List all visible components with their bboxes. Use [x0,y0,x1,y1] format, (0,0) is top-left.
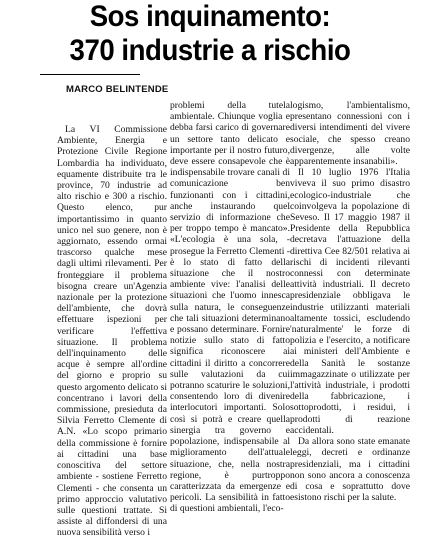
paragraph: logismo, l'ambientalismo, presentano connessioni con i diversi intendimenti del vivere sociale, che spesso creano divergenze, alle volte apparentemente insanabili». [290,100,410,168]
paragraph: Da allora sono state emanate leggi, decreti e ordinanze presidenziali, ma i cittadini non sono ancora a conoscenza di cosa e soprattutto dove esistono rischi per la salute. [290,436,410,504]
byline-rule [40,74,140,75]
article-column-2 [170,100,290,515]
headline-line-2: 370 industrie a rischio [69,34,351,67]
paragraph: La VI Commissione Ambiente, Energia e Protezione Civile Regione Lombardia ha individuato, equamente distribuite tra le province, 70 industrie ad alto rischio e 300 a rischio. Questo elenco, pur importantissimo in quanto unico nel suo genere, non è aggiornato, essendo ormai trascorso qualche mese dagli ultimi rilevamenti. Per fronteggiare il problema bisogna creare un'Agenzia nazionale per la protezione dell'ambiente, che dovrà effettuare ispezioni per verificare l'effettiva situazione. Il problema dell'inquinamento delle acque è sempre all'ordine del giorno e proprio su questo argomento delicato si concentrano i lavori della commissione, presieduta da Silvia Ferretto Clemente di A.N. «Lo scopo primario della commissione è fornire ai cittadini una base conoscitiva del settore ambiente - sostiene Ferretto Clementi - che consenta un primo approccio valutativo sulle questioni trattate. Si assiste al diffondersi di una nuova sensibilità verso i [57,124,167,539]
headline [54,0,367,68]
headline-line-1: Sos inquinamento: [89,0,331,33]
paragraph: problemi della tutela ambientale. Chiunque voglia e debba farsi carico di governare un settore tanto delicato e importante per il nostro futuro, deve essere consapevole che è indispensabile trovare canali di comunicazione ben funzionanti con i cittadini, anche instaurando quel servizio di informazione che per troppo tempo è mancato». «L'ecologia è una sola, - prosegue la Ferretto Clementi - è lo stato di fatto della situazione che il nostro ambiente vive: l'analisi delle situazioni che l'uomo innesca sulla natura, le conseguenze che tali situazioni determinano e possano determinare. Fornire notizie sullo stato di fatto significa riconoscere ai cittadini il diritto a concorrere sulle valutazioni da cui potranno scaturire le soluzioni, consentendo loro di divenire interlocutori importanti. Solo così si potrà e creare quella sinergia tra governo e popolazione, indispensabile al miglioramento dell'attuale situazione, che, nella nostra regione, è purtroppo caratterizzata da emergenze e pericoli. La sensibilità in fatto di questioni ambientali, l'eco- [170,100,290,515]
byline: MARCO BELINTENDE [66,84,169,95]
article-column-3 [290,100,410,503]
article-column-1 [57,124,167,539]
paragraph: Il 10 luglio 1976 l'Italia viveva il suo primo disastro ecologico-industriale che coinvolgeva la popolazione di Seveso. Il 17 maggio 1987 il Presidente della Repubblica decretava l'attuazione della direttiva Cee 82/501 relativa ai rischi di incidenti rilevanti connessi con determinate attività industriali. Il decreto presidenziale obbligava le industrie utilizzanti materiali altamente tossici, escludendo 'naturalmente' le forze di polizia e l'esercito, a notificare ai ministeri dell'Ambiente e della Sanità le sostanze immagazzinate o utilizzate per l'attività industriale, i prodotti della fabbricazione, i sottoprodotti, i residui, i prodotti di reazione accidentali. [290,167,410,436]
